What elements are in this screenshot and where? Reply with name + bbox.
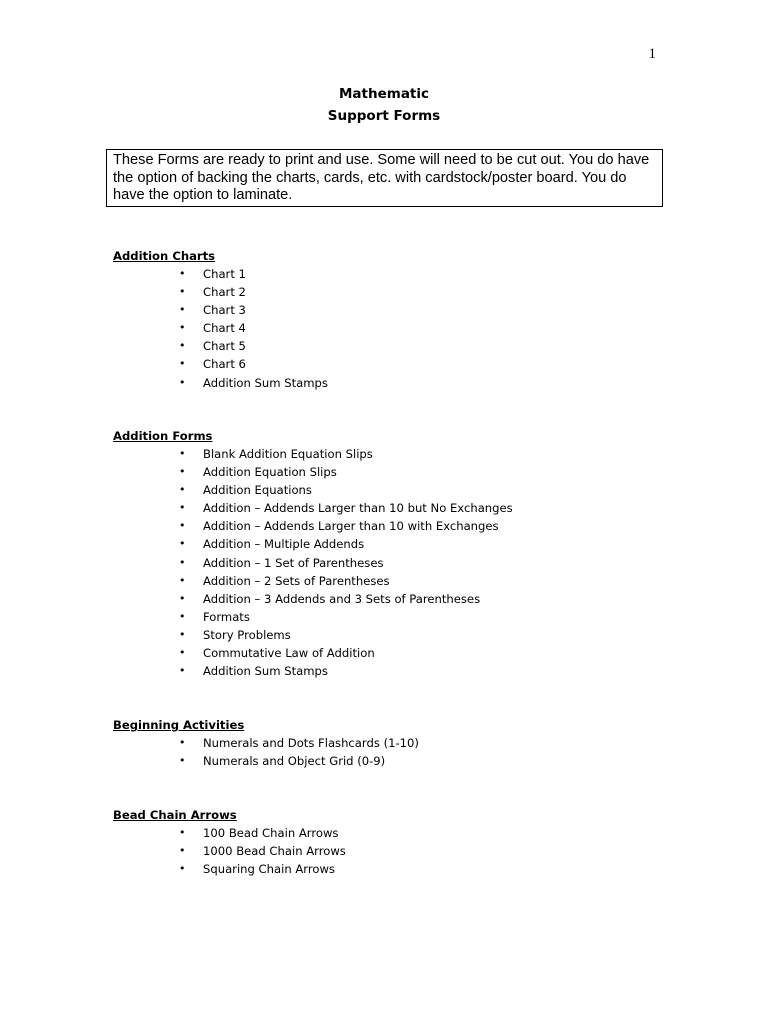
list-item-label: Blank Addition Equation Slips	[203, 447, 373, 461]
bullet-icon: •	[179, 447, 186, 460]
list-item-label: Addition – Multiple Addends	[203, 537, 365, 552]
section-heading: Addition Forms	[113, 429, 213, 443]
list-item-label: Addition – 1 Set of Parentheses	[203, 555, 384, 570]
bullet-icon: •	[179, 321, 186, 335]
list-item-label: Addition – 3 Addends and 3 Sets of Parentheses	[203, 591, 481, 606]
list-item	[113, 265, 673, 283]
bullet-icon: •	[179, 646, 186, 660]
list-item-label: Addition Sum Stamps	[203, 375, 328, 390]
bullet-icon: •	[179, 736, 186, 749]
list-item	[113, 608, 673, 626]
list-item	[113, 337, 673, 355]
list-item-label: Squaring Chain Arrows	[203, 862, 335, 877]
list-item	[113, 572, 673, 590]
list-item-label: Chart 2	[203, 285, 246, 300]
page-number: 1	[648, 46, 656, 62]
list-item-label: Story Problems	[203, 627, 291, 642]
list-item-label: Formats	[203, 609, 250, 624]
list-item	[113, 463, 673, 481]
list-item	[113, 590, 673, 608]
section-heading: Bead Chain Arrows	[113, 808, 237, 822]
bullet-icon: •	[179, 501, 186, 515]
section-list	[113, 734, 673, 770]
bullet-icon: •	[179, 609, 186, 623]
bullet-icon: •	[179, 627, 186, 641]
list-item-label: Numerals and Object Grid (0-9)	[203, 754, 386, 769]
list-item	[113, 752, 673, 770]
list-item	[113, 535, 673, 553]
list-item	[113, 860, 673, 878]
list-item	[113, 517, 673, 535]
bullet-icon: •	[179, 303, 186, 317]
bullet-icon: •	[179, 267, 186, 280]
bullet-icon: •	[179, 339, 186, 353]
bullet-icon: •	[179, 754, 186, 768]
bullet-icon: •	[179, 862, 186, 876]
list-item-label: Chart 5	[203, 339, 246, 354]
list-item	[113, 481, 673, 499]
list-item-label: Chart 4	[203, 321, 246, 336]
list-item-label: Chart 3	[203, 303, 246, 318]
document-title	[0, 83, 768, 127]
bullet-icon: •	[179, 519, 186, 533]
list-item-label: Chart 6	[203, 357, 246, 372]
list-item-label: Addition Equations	[203, 483, 312, 498]
bullet-icon: •	[179, 573, 186, 587]
list-item-label: Commutative Law of Addition	[203, 646, 375, 661]
section-bead-chain-arrows	[113, 806, 673, 878]
list-item-label: 1000 Bead Chain Arrows	[203, 844, 346, 859]
bullet-icon: •	[179, 591, 186, 605]
section-addition-charts	[113, 247, 673, 392]
section-heading: Beginning Activities	[113, 718, 245, 732]
list-item-label: Addition Equation Slips	[203, 465, 337, 480]
bullet-icon: •	[179, 285, 186, 299]
bullet-icon: •	[179, 465, 186, 479]
list-item-label: Addition Sum Stamps	[203, 664, 328, 679]
list-item-label: 100 Bead Chain Arrows	[203, 826, 339, 840]
bullet-icon: •	[179, 483, 186, 497]
bullet-icon: •	[179, 375, 186, 389]
list-item	[113, 626, 673, 644]
section-list	[113, 824, 673, 878]
bullet-icon: •	[179, 357, 186, 371]
list-item-label: Addition – Addends Larger than 10 with Exchanges	[203, 519, 499, 534]
intro-box: These Forms are ready to print and use. Some will need to be cut out. You do have the option of backing the charts, cards, etc. with cardstock/poster board. You do have the option to laminate.	[106, 149, 663, 207]
title-line-1: Mathematic	[338, 86, 430, 102]
list-item	[113, 319, 673, 337]
list-item	[113, 301, 673, 319]
bullet-icon: •	[179, 555, 186, 569]
list-item	[113, 662, 673, 680]
list-item	[113, 283, 673, 301]
list-item	[113, 554, 673, 572]
bullet-icon: •	[179, 844, 186, 858]
title-line-2: Support Forms	[327, 108, 441, 124]
section-beginning-activities	[113, 716, 673, 770]
list-item	[113, 355, 673, 373]
list-item	[113, 824, 673, 842]
bullet-icon: •	[179, 664, 186, 678]
bullet-icon: •	[179, 537, 186, 551]
section-heading: Addition Charts	[113, 249, 216, 263]
list-item-label: Numerals and Dots Flashcards (1-10)	[203, 736, 419, 750]
section-list	[113, 445, 673, 680]
list-item	[113, 445, 673, 463]
list-item	[113, 644, 673, 662]
list-item	[113, 499, 673, 517]
list-item	[113, 734, 673, 752]
list-item-label: Addition – Addends Larger than 10 but No Exchanges	[203, 501, 513, 516]
section-addition-forms	[113, 427, 673, 680]
list-item	[113, 842, 673, 860]
list-item-label: Addition – 2 Sets of Parentheses	[203, 573, 390, 588]
bullet-icon: •	[179, 826, 186, 839]
list-item	[113, 374, 673, 392]
list-item-label: Chart 1	[203, 267, 246, 281]
section-list	[113, 265, 673, 392]
